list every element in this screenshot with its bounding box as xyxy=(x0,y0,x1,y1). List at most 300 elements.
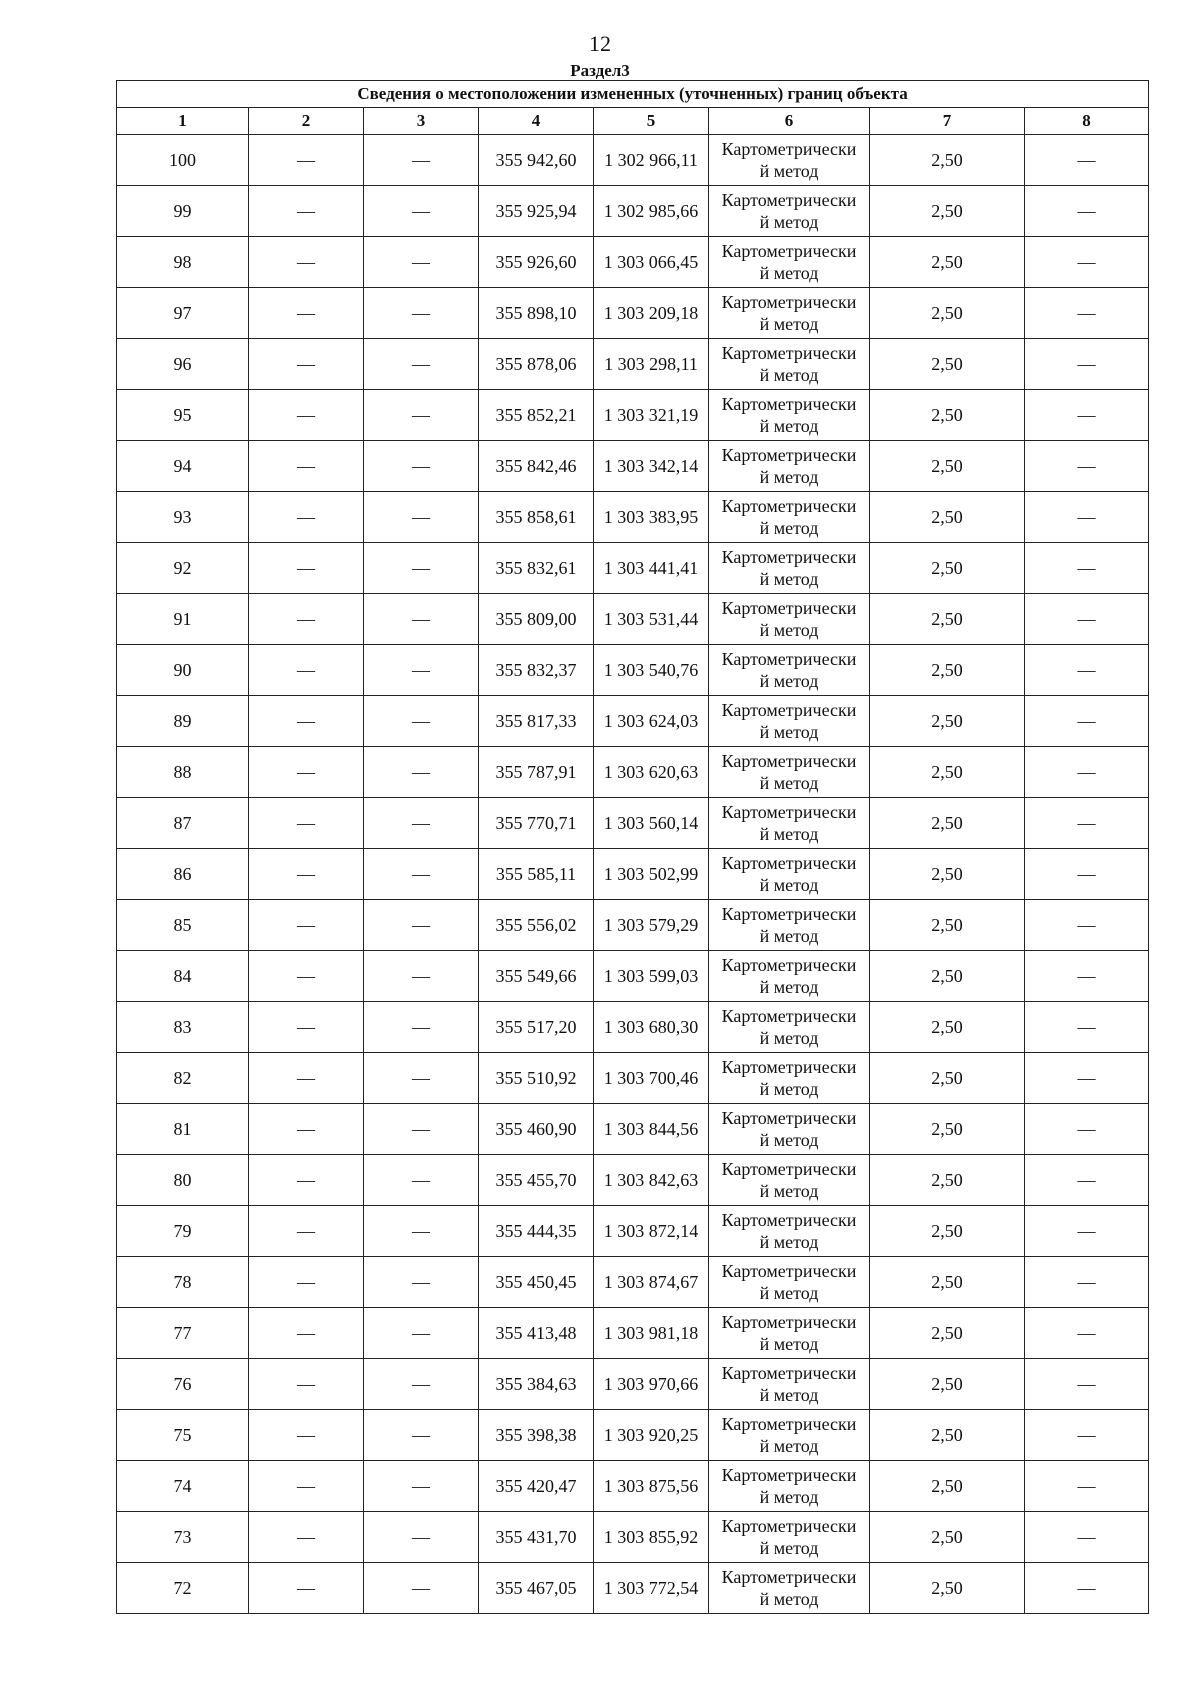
method-cell xyxy=(709,747,870,798)
table-row xyxy=(117,1512,1149,1563)
y-coordinate-cell: 1 303 842,63 xyxy=(594,1155,709,1206)
x-coordinate-cell: 355 413,48 xyxy=(479,1308,594,1359)
method-line-1: Картометрически xyxy=(721,1006,857,1026)
column-8-cell: — xyxy=(1025,390,1149,441)
y-coordinate-cell: 1 303 209,18 xyxy=(594,288,709,339)
method-cell xyxy=(709,237,870,288)
column-8-cell: — xyxy=(1025,1104,1149,1155)
column-3-cell: — xyxy=(364,1359,479,1410)
column-3-cell: — xyxy=(364,1461,479,1512)
column-8-cell: — xyxy=(1025,492,1149,543)
accuracy-cell: 2,50 xyxy=(870,747,1025,798)
column-2-cell: — xyxy=(249,1257,364,1308)
method-line-1: Картометрически xyxy=(721,1567,857,1587)
table-row xyxy=(117,186,1149,237)
point-number-cell: 92 xyxy=(117,543,249,594)
method-cell xyxy=(709,849,870,900)
column-2-cell: — xyxy=(249,1053,364,1104)
column-2-cell: — xyxy=(249,1206,364,1257)
accuracy-cell: 2,50 xyxy=(870,1257,1025,1308)
accuracy-cell: 2,50 xyxy=(870,186,1025,237)
method-cell xyxy=(709,1155,870,1206)
method-line-1: Картометрически xyxy=(721,598,857,618)
column-2-cell: — xyxy=(249,1002,364,1053)
table-row xyxy=(117,900,1149,951)
accuracy-cell: 2,50 xyxy=(870,1104,1025,1155)
method-line-1: Картометрически xyxy=(721,853,857,873)
table-row xyxy=(117,288,1149,339)
column-2-cell: — xyxy=(249,1155,364,1206)
method-line-2: й метод xyxy=(759,1232,819,1252)
table-row xyxy=(117,1206,1149,1257)
accuracy-cell: 2,50 xyxy=(870,390,1025,441)
x-coordinate-cell: 355 852,21 xyxy=(479,390,594,441)
column-3-cell: — xyxy=(364,237,479,288)
column-8-cell: — xyxy=(1025,1461,1149,1512)
method-cell xyxy=(709,1410,870,1461)
x-coordinate-cell: 355 832,37 xyxy=(479,645,594,696)
method-line-2: й метод xyxy=(759,1334,819,1354)
method-line-1: Картометрически xyxy=(721,904,857,924)
column-3-cell: — xyxy=(364,288,479,339)
column-8-cell: — xyxy=(1025,441,1149,492)
column-3-cell: — xyxy=(364,186,479,237)
method-line-2: й метод xyxy=(759,365,819,385)
point-number-cell: 81 xyxy=(117,1104,249,1155)
point-number-cell: 90 xyxy=(117,645,249,696)
table-row xyxy=(117,849,1149,900)
point-number-cell: 84 xyxy=(117,951,249,1002)
method-line-2: й метод xyxy=(759,1589,819,1609)
x-coordinate-cell: 355 585,11 xyxy=(479,849,594,900)
method-cell xyxy=(709,696,870,747)
column-2-cell: — xyxy=(249,1410,364,1461)
point-number-cell: 77 xyxy=(117,1308,249,1359)
table-row xyxy=(117,1308,1149,1359)
column-2-cell: — xyxy=(249,288,364,339)
table-row xyxy=(117,1053,1149,1104)
x-coordinate-cell: 355 450,45 xyxy=(479,1257,594,1308)
column-8-cell: — xyxy=(1025,594,1149,645)
column-8-cell: — xyxy=(1025,696,1149,747)
method-line-1: Картометрически xyxy=(721,1159,857,1179)
table-row xyxy=(117,339,1149,390)
method-line-1: Картометрически xyxy=(721,496,857,516)
column-8-cell: — xyxy=(1025,237,1149,288)
point-number-cell: 87 xyxy=(117,798,249,849)
point-number-cell: 91 xyxy=(117,594,249,645)
accuracy-cell: 2,50 xyxy=(870,1563,1025,1614)
table-row xyxy=(117,441,1149,492)
method-line-1: Картометрически xyxy=(721,190,857,210)
accuracy-cell: 2,50 xyxy=(870,492,1025,543)
accuracy-cell: 2,50 xyxy=(870,1002,1025,1053)
column-8-cell: — xyxy=(1025,1155,1149,1206)
y-coordinate-cell: 1 302 966,11 xyxy=(594,135,709,186)
y-coordinate-cell: 1 303 680,30 xyxy=(594,1002,709,1053)
accuracy-cell: 2,50 xyxy=(870,1359,1025,1410)
y-coordinate-cell: 1 303 298,11 xyxy=(594,339,709,390)
point-number-cell: 85 xyxy=(117,900,249,951)
method-line-1: Картометрически xyxy=(721,1414,857,1434)
table-row xyxy=(117,135,1149,186)
method-line-1: Картометрически xyxy=(721,241,857,261)
method-cell xyxy=(709,135,870,186)
y-coordinate-cell: 1 303 342,14 xyxy=(594,441,709,492)
method-line-1: Картометрически xyxy=(721,292,857,312)
column-2-cell: — xyxy=(249,186,364,237)
column-header-8: 8 xyxy=(1025,108,1149,135)
method-line-2: й метод xyxy=(759,518,819,538)
method-line-1: Картометрически xyxy=(721,802,857,822)
column-3-cell: — xyxy=(364,951,479,1002)
point-number-cell: 82 xyxy=(117,1053,249,1104)
column-3-cell: — xyxy=(364,543,479,594)
accuracy-cell: 2,50 xyxy=(870,900,1025,951)
y-coordinate-cell: 1 303 579,29 xyxy=(594,900,709,951)
table-row xyxy=(117,594,1149,645)
column-header-6: 6 xyxy=(709,108,870,135)
point-number-cell: 93 xyxy=(117,492,249,543)
column-3-cell: — xyxy=(364,1206,479,1257)
y-coordinate-cell: 1 303 772,54 xyxy=(594,1563,709,1614)
method-line-1: Картометрически xyxy=(721,547,857,567)
column-3-cell: — xyxy=(364,1512,479,1563)
x-coordinate-cell: 355 431,70 xyxy=(479,1512,594,1563)
method-line-1: Картометрически xyxy=(721,343,857,363)
table-row xyxy=(117,696,1149,747)
method-line-1: Картометрически xyxy=(721,1210,857,1230)
method-line-1: Картометрически xyxy=(721,1312,857,1332)
column-8-cell: — xyxy=(1025,135,1149,186)
accuracy-cell: 2,50 xyxy=(870,288,1025,339)
column-3-cell: — xyxy=(364,900,479,951)
accuracy-cell: 2,50 xyxy=(870,594,1025,645)
method-line-2: й метод xyxy=(759,1079,819,1099)
column-2-cell: — xyxy=(249,696,364,747)
column-3-cell: — xyxy=(364,1104,479,1155)
accuracy-cell: 2,50 xyxy=(870,1053,1025,1104)
accuracy-cell: 2,50 xyxy=(870,1410,1025,1461)
method-line-2: й метод xyxy=(759,1436,819,1456)
column-8-cell: — xyxy=(1025,747,1149,798)
column-3-cell: — xyxy=(364,1410,479,1461)
method-line-1: Картометрически xyxy=(721,649,857,669)
table-row xyxy=(117,543,1149,594)
column-2-cell: — xyxy=(249,1308,364,1359)
accuracy-cell: 2,50 xyxy=(870,849,1025,900)
column-header-7: 7 xyxy=(870,108,1025,135)
column-8-cell: — xyxy=(1025,1257,1149,1308)
method-cell xyxy=(709,1512,870,1563)
column-8-cell: — xyxy=(1025,798,1149,849)
section-title: Раздел3 xyxy=(570,61,630,80)
point-number-cell: 100 xyxy=(117,135,249,186)
method-cell xyxy=(709,1257,870,1308)
x-coordinate-cell: 355 467,05 xyxy=(479,1563,594,1614)
method-cell xyxy=(709,441,870,492)
method-cell xyxy=(709,798,870,849)
column-2-cell: — xyxy=(249,798,364,849)
method-line-2: й метод xyxy=(759,722,819,742)
x-coordinate-cell: 355 898,10 xyxy=(479,288,594,339)
method-line-2: й метод xyxy=(759,467,819,487)
accuracy-cell: 2,50 xyxy=(870,1308,1025,1359)
y-coordinate-cell: 1 303 874,67 xyxy=(594,1257,709,1308)
column-2-cell: — xyxy=(249,390,364,441)
column-3-cell: — xyxy=(364,390,479,441)
method-line-1: Картометрически xyxy=(721,1363,857,1383)
column-8-cell: — xyxy=(1025,849,1149,900)
column-header-3: 3 xyxy=(364,108,479,135)
point-number-cell: 95 xyxy=(117,390,249,441)
point-number-cell: 75 xyxy=(117,1410,249,1461)
method-line-1: Картометрически xyxy=(721,394,857,414)
method-line-2: й метод xyxy=(759,824,819,844)
method-cell xyxy=(709,288,870,339)
method-line-2: й метод xyxy=(759,926,819,946)
table-row xyxy=(117,1461,1149,1512)
point-number-cell: 96 xyxy=(117,339,249,390)
column-8-cell: — xyxy=(1025,951,1149,1002)
table-header-row xyxy=(117,108,1149,135)
method-cell xyxy=(709,492,870,543)
point-number-cell: 98 xyxy=(117,237,249,288)
method-line-1: Картометрически xyxy=(721,139,857,159)
method-line-2: й метод xyxy=(759,569,819,589)
accuracy-cell: 2,50 xyxy=(870,951,1025,1002)
accuracy-cell: 2,50 xyxy=(870,135,1025,186)
table-row xyxy=(117,237,1149,288)
x-coordinate-cell: 355 925,94 xyxy=(479,186,594,237)
method-line-2: й метод xyxy=(759,1028,819,1048)
column-3-cell: — xyxy=(364,492,479,543)
column-8-cell: — xyxy=(1025,1053,1149,1104)
table-row xyxy=(117,390,1149,441)
method-line-2: й метод xyxy=(759,161,819,181)
column-8-cell: — xyxy=(1025,1359,1149,1410)
method-cell xyxy=(709,1308,870,1359)
y-coordinate-cell: 1 303 855,92 xyxy=(594,1512,709,1563)
table-row xyxy=(117,492,1149,543)
column-header-4: 4 xyxy=(479,108,594,135)
method-cell xyxy=(709,900,870,951)
column-8-cell: — xyxy=(1025,186,1149,237)
method-line-2: й метод xyxy=(759,1385,819,1405)
y-coordinate-cell: 1 303 920,25 xyxy=(594,1410,709,1461)
table-row xyxy=(117,1410,1149,1461)
method-cell xyxy=(709,645,870,696)
column-3-cell: — xyxy=(364,1257,479,1308)
y-coordinate-cell: 1 303 599,03 xyxy=(594,951,709,1002)
method-line-2: й метод xyxy=(759,314,819,334)
table-row xyxy=(117,951,1149,1002)
column-2-cell: — xyxy=(249,645,364,696)
y-coordinate-cell: 1 303 321,19 xyxy=(594,390,709,441)
column-header-2: 2 xyxy=(249,108,364,135)
x-coordinate-cell: 355 842,46 xyxy=(479,441,594,492)
method-cell xyxy=(709,186,870,237)
x-coordinate-cell: 355 832,61 xyxy=(479,543,594,594)
y-coordinate-cell: 1 303 624,03 xyxy=(594,696,709,747)
x-coordinate-cell: 355 455,70 xyxy=(479,1155,594,1206)
y-coordinate-cell: 1 303 531,44 xyxy=(594,594,709,645)
accuracy-cell: 2,50 xyxy=(870,1155,1025,1206)
x-coordinate-cell: 355 809,00 xyxy=(479,594,594,645)
column-8-cell: — xyxy=(1025,900,1149,951)
table-row xyxy=(117,645,1149,696)
accuracy-cell: 2,50 xyxy=(870,798,1025,849)
column-2-cell: — xyxy=(249,900,364,951)
y-coordinate-cell: 1 303 560,14 xyxy=(594,798,709,849)
method-line-1: Картометрически xyxy=(721,955,857,975)
method-line-1: Картометрически xyxy=(721,445,857,465)
column-2-cell: — xyxy=(249,1359,364,1410)
x-coordinate-cell: 355 858,61 xyxy=(479,492,594,543)
column-3-cell: — xyxy=(364,696,479,747)
method-line-2: й метод xyxy=(759,1283,819,1303)
column-2-cell: — xyxy=(249,543,364,594)
column-3-cell: — xyxy=(364,1563,479,1614)
x-coordinate-cell: 355 878,06 xyxy=(479,339,594,390)
x-coordinate-cell: 355 770,71 xyxy=(479,798,594,849)
column-3-cell: — xyxy=(364,798,479,849)
accuracy-cell: 2,50 xyxy=(870,1206,1025,1257)
method-cell xyxy=(709,339,870,390)
column-8-cell: — xyxy=(1025,1308,1149,1359)
y-coordinate-cell: 1 303 441,41 xyxy=(594,543,709,594)
page-number: 12 xyxy=(589,31,611,56)
table-caption: Сведения о местоположении измененных (уточненных) границ объекта xyxy=(117,81,1149,108)
table-row xyxy=(117,1257,1149,1308)
table-row xyxy=(117,1359,1149,1410)
y-coordinate-cell: 1 303 502,99 xyxy=(594,849,709,900)
method-line-1: Картометрически xyxy=(721,1057,857,1077)
method-line-1: Картометрически xyxy=(721,1516,857,1536)
table-row xyxy=(117,1563,1149,1614)
table-row xyxy=(117,798,1149,849)
y-coordinate-cell: 1 303 844,56 xyxy=(594,1104,709,1155)
accuracy-cell: 2,50 xyxy=(870,339,1025,390)
point-number-cell: 88 xyxy=(117,747,249,798)
column-2-cell: — xyxy=(249,747,364,798)
point-number-cell: 74 xyxy=(117,1461,249,1512)
column-2-cell: — xyxy=(249,1563,364,1614)
column-3-cell: — xyxy=(364,339,479,390)
point-number-cell: 73 xyxy=(117,1512,249,1563)
accuracy-cell: 2,50 xyxy=(870,645,1025,696)
x-coordinate-cell: 355 510,92 xyxy=(479,1053,594,1104)
column-3-cell: — xyxy=(364,1155,479,1206)
method-line-2: й метод xyxy=(759,1538,819,1558)
method-cell xyxy=(709,1002,870,1053)
x-coordinate-cell: 355 787,91 xyxy=(479,747,594,798)
column-2-cell: — xyxy=(249,135,364,186)
point-number-cell: 80 xyxy=(117,1155,249,1206)
method-line-2: й метод xyxy=(759,263,819,283)
column-3-cell: — xyxy=(364,1308,479,1359)
point-number-cell: 99 xyxy=(117,186,249,237)
x-coordinate-cell: 355 398,38 xyxy=(479,1410,594,1461)
x-coordinate-cell: 355 556,02 xyxy=(479,900,594,951)
accuracy-cell: 2,50 xyxy=(870,543,1025,594)
column-2-cell: — xyxy=(249,1512,364,1563)
point-number-cell: 76 xyxy=(117,1359,249,1410)
point-number-cell: 79 xyxy=(117,1206,249,1257)
point-number-cell: 86 xyxy=(117,849,249,900)
column-3-cell: — xyxy=(364,1053,479,1104)
column-8-cell: — xyxy=(1025,1206,1149,1257)
table-caption-row xyxy=(117,81,1149,108)
x-coordinate-cell: 355 420,47 xyxy=(479,1461,594,1512)
method-cell xyxy=(709,1359,870,1410)
method-line-2: й метод xyxy=(759,977,819,997)
column-3-cell: — xyxy=(364,645,479,696)
point-number-cell: 97 xyxy=(117,288,249,339)
point-number-cell: 89 xyxy=(117,696,249,747)
method-cell xyxy=(709,1461,870,1512)
method-line-1: Картометрически xyxy=(721,1108,857,1128)
method-line-2: й метод xyxy=(759,875,819,895)
column-3-cell: — xyxy=(364,135,479,186)
y-coordinate-cell: 1 303 970,66 xyxy=(594,1359,709,1410)
column-8-cell: — xyxy=(1025,339,1149,390)
column-2-cell: — xyxy=(249,951,364,1002)
column-8-cell: — xyxy=(1025,1410,1149,1461)
accuracy-cell: 2,50 xyxy=(870,441,1025,492)
method-cell xyxy=(709,543,870,594)
method-line-1: Картометрически xyxy=(721,751,857,771)
method-cell xyxy=(709,1206,870,1257)
column-3-cell: — xyxy=(364,1002,479,1053)
method-cell xyxy=(709,1563,870,1614)
column-header-1: 1 xyxy=(117,108,249,135)
column-2-cell: — xyxy=(249,492,364,543)
y-coordinate-cell: 1 303 620,63 xyxy=(594,747,709,798)
method-line-1: Картометрически xyxy=(721,1261,857,1281)
x-coordinate-cell: 355 942,60 xyxy=(479,135,594,186)
table-row xyxy=(117,1002,1149,1053)
table-row xyxy=(117,747,1149,798)
y-coordinate-cell: 1 302 985,66 xyxy=(594,186,709,237)
column-3-cell: — xyxy=(364,441,479,492)
column-8-cell: — xyxy=(1025,543,1149,594)
method-cell xyxy=(709,1104,870,1155)
column-8-cell: — xyxy=(1025,1563,1149,1614)
column-3-cell: — xyxy=(364,747,479,798)
x-coordinate-cell: 355 549,66 xyxy=(479,951,594,1002)
column-header-5: 5 xyxy=(594,108,709,135)
method-line-2: й метод xyxy=(759,1181,819,1201)
x-coordinate-cell: 355 384,63 xyxy=(479,1359,594,1410)
method-cell xyxy=(709,594,870,645)
point-number-cell: 94 xyxy=(117,441,249,492)
accuracy-cell: 2,50 xyxy=(870,1512,1025,1563)
column-8-cell: — xyxy=(1025,1002,1149,1053)
accuracy-cell: 2,50 xyxy=(870,237,1025,288)
method-cell xyxy=(709,951,870,1002)
method-line-2: й метод xyxy=(759,212,819,232)
method-cell xyxy=(709,1053,870,1104)
x-coordinate-cell: 355 517,20 xyxy=(479,1002,594,1053)
method-cell xyxy=(709,390,870,441)
y-coordinate-cell: 1 303 875,56 xyxy=(594,1461,709,1512)
x-coordinate-cell: 355 817,33 xyxy=(479,696,594,747)
method-line-2: й метод xyxy=(759,773,819,793)
y-coordinate-cell: 1 303 066,45 xyxy=(594,237,709,288)
method-line-2: й метод xyxy=(759,416,819,436)
column-8-cell: — xyxy=(1025,1512,1149,1563)
